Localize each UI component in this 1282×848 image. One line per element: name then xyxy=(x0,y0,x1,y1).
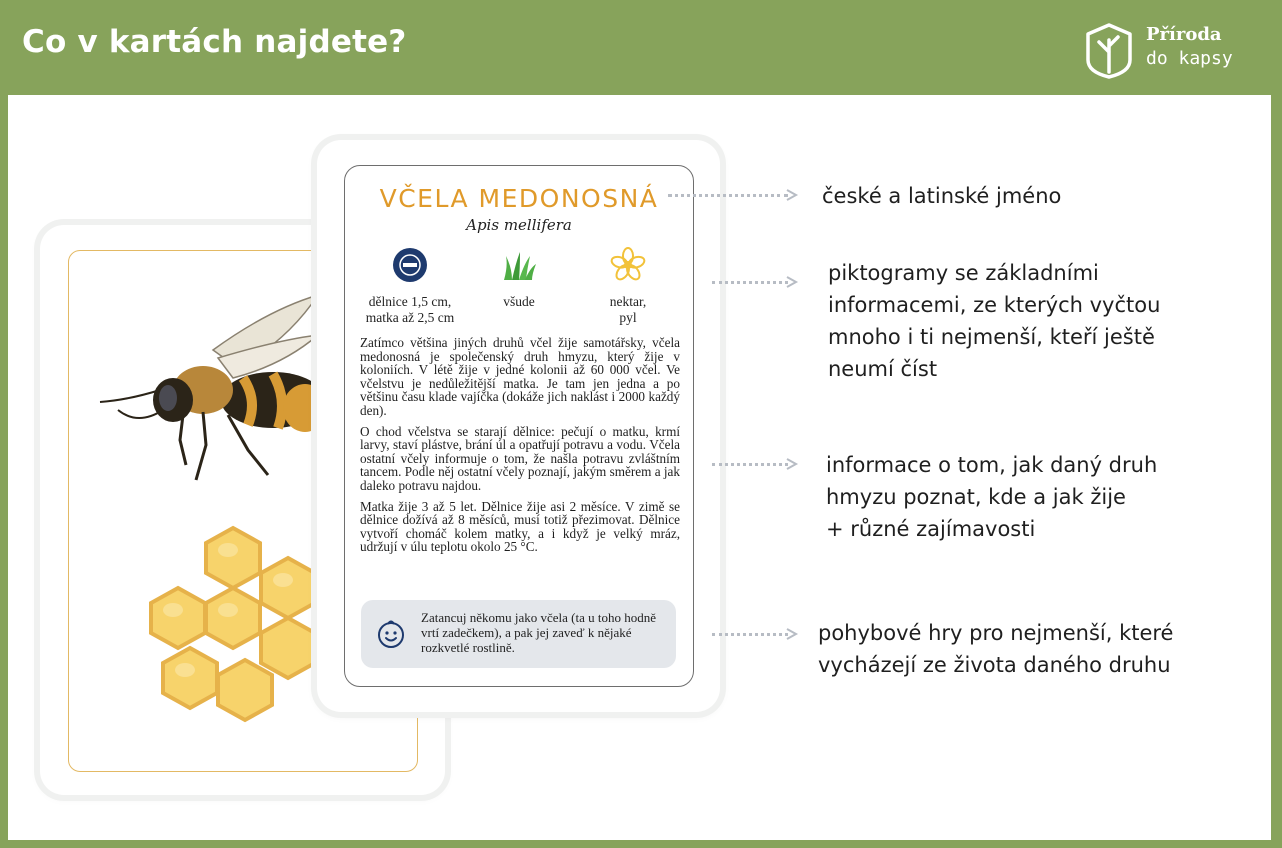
arrow-icon xyxy=(784,275,800,289)
annotation-name xyxy=(822,180,1061,212)
flower-icon xyxy=(609,246,647,284)
annotation-pictograms-line: mnoho i ti nejmenší, kteří ještě xyxy=(828,325,1155,349)
size-icon xyxy=(391,246,429,284)
species-name: VČELA MEDONOSNÁ xyxy=(379,184,659,213)
logo-text-top: Příroda xyxy=(1146,24,1222,45)
annotation-games-line: vycházejí ze života daného druhu xyxy=(818,653,1171,677)
annotation-pictograms-line: piktogramy se základními xyxy=(828,261,1099,285)
info-card xyxy=(344,165,694,687)
annotation-games-line: pohybové hry pro nejmenší, které xyxy=(818,621,1174,645)
annotation-games xyxy=(818,617,1173,681)
latin-name: Apis mellifera xyxy=(466,216,572,234)
logo-text-bottom: do kapsy xyxy=(1146,48,1233,69)
description-paragraph-3: Matka žije 3 až 5 let. Dělnice žije asi 2 měsíce. V zimě se dělnice dožívá až 8 měsíců, musí totiž přezimovat. Dělnice vytvoří chomáč kolem matky, a i když je velký mráz, udržují v úlu teplotu okolo 25 °C. xyxy=(360,498,680,555)
header xyxy=(0,0,1282,95)
pictogram-label-size-line2: matka až 2,5 cm xyxy=(365,310,455,325)
game-text: Zatancuj někomu jako včela (ta u toho hodně vrtí zadečkem), a pak jej zaveď k nějaké rozkvetlé rostlině. xyxy=(421,610,657,655)
pictogram-label-food xyxy=(573,294,683,326)
annotation-info-line: informace o tom, jak daný druh xyxy=(826,453,1158,477)
description-paragraph-1: Zatímco většina jiných druhů včel žije samotářsky, včela medonosná je společenský druh hmyzu, který žije v koloniích. V létě žije v jedné kolonii až 60 000 včel. Ve včelstvu je nedůležitější matka. Je tam jen jedna a po většinu času klade vajíčka (dokáže jich naklást i 2000 každý den). xyxy=(360,335,680,418)
pictogram-label-habitat: všude xyxy=(503,294,535,309)
annotation-info-line: + různé zajímavosti xyxy=(826,517,1036,541)
pointer-line-3 xyxy=(712,463,788,466)
species-description xyxy=(360,336,680,561)
pictogram-label-food-line1: nektar, xyxy=(609,294,647,309)
pictogram-label-size xyxy=(355,294,465,326)
arrow-icon xyxy=(784,627,800,641)
annotation-info-line: hmyzu poznat, kde a jak žije xyxy=(826,485,1126,509)
annotation-info xyxy=(826,449,1157,545)
logo xyxy=(1084,22,1244,80)
page-title: Co v kartách najdete? xyxy=(22,24,407,60)
annotation-pictograms-line: informacemi, ze kterých vyčtou xyxy=(828,293,1161,317)
pointer-line-1 xyxy=(668,194,788,197)
honeycomb-image xyxy=(151,528,315,720)
bee-image xyxy=(100,295,327,480)
grass-icon xyxy=(500,248,538,286)
game-box xyxy=(361,600,676,668)
pointer-line-2 xyxy=(712,281,788,284)
pictogram-label-size-line1: dělnice 1,5 cm, xyxy=(368,294,452,309)
annotation-pictograms xyxy=(828,257,1160,385)
annotation-name-line: české a latinské jméno xyxy=(822,184,1062,208)
pictogram-label-food-line2: pyl xyxy=(619,310,637,325)
arrow-icon xyxy=(784,457,800,471)
arrow-icon xyxy=(784,188,800,202)
annotation-pictograms-line: neumí číst xyxy=(828,357,938,381)
child-face-icon xyxy=(375,618,407,650)
description-paragraph-2: O chod včelstva se starají dělnice: pečují o matku, krmí larvy, staví plástve, brání úl a opatřují potravu a vodu. Včela ostatní včely informuje o tom, že našla potravu zvláštním tancem. Podle něj ostatní včely poznají, jakým směrem a jak daleko potravu najdou. xyxy=(360,423,680,493)
pointer-line-4 xyxy=(712,633,788,636)
logo-tree-icon xyxy=(1084,22,1134,80)
